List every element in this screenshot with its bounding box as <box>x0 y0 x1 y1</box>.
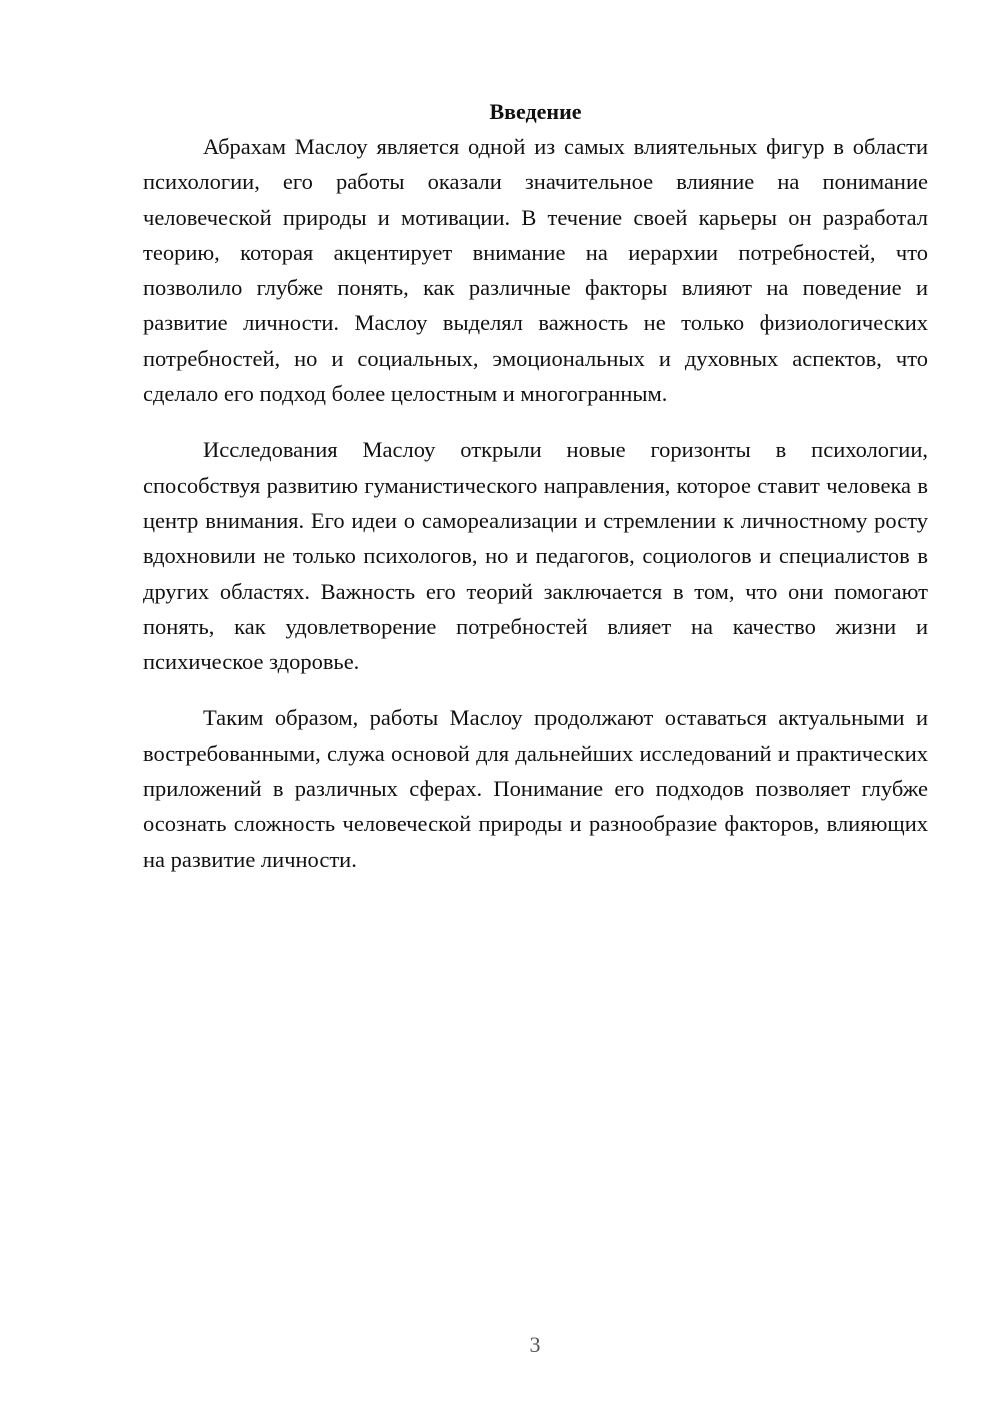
paragraph-1: Абрахам Маслоу является одной из самых влиятельных фигур в области психологии, его работы оказали значительное влияние на понимание человеческой природы и мотивации. В течение своей карьеры он разработал теорию, которая акцентирует внимание на иерархии потребностей, что позволило глубже понять, как различные факторы влияют на поведение и развитие личности. Маслоу выделял важность не только физиологических потребностей, но и социальных, эмоциональных и духовных аспектов, что сделало его подход более целостным и многогранным. <box>143 134 928 407</box>
paragraph-3: Таким образом, работы Маслоу продолжают оставаться актуальными и востребованными, служа основой для дальнейших исследований и практических приложений в различных сферах. Понимание его подходов позволяет глубже осознать сложность человеческой природы и разнообразие факторов, влияющих на развитие личности. <box>143 705 928 872</box>
paragraph-2: Исследования Маслоу открыли новые горизонты в психологии, способствуя развитию гуманистического направления, которое ставит человека в центр внимания. Его идеи о самореализации и стремлении к личностному росту вдохновили не только психологов, но и педагогов, социологов и специалистов в других областях. Важность его теорий заключается в том, что они помогают понять, как удовлетворение потребностей влияет на качество жизни и психическое здоровье. <box>143 437 928 675</box>
section-title: Введение <box>489 99 582 124</box>
document-body <box>143 94 928 877</box>
page-number: 3 <box>529 1332 541 1357</box>
